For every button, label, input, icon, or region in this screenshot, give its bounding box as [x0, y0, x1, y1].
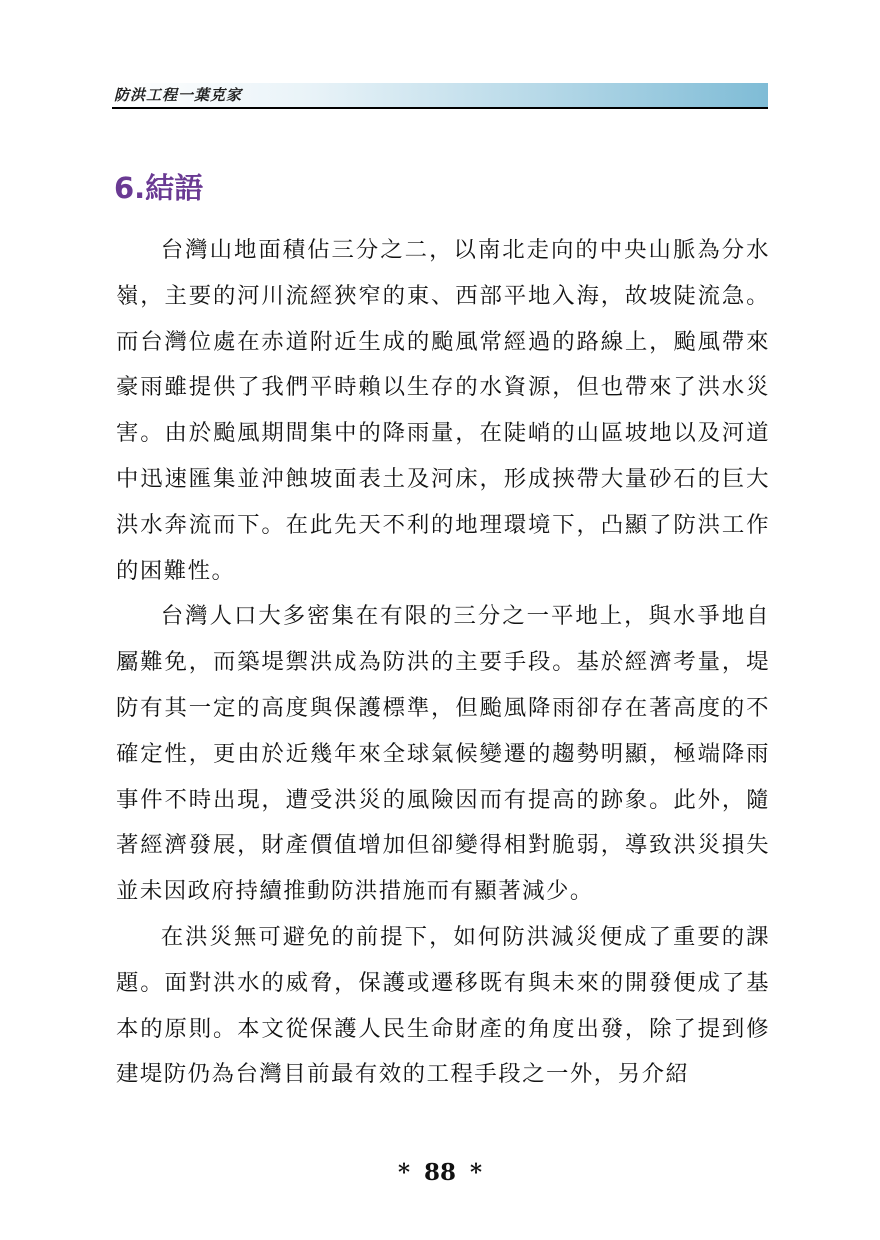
header-rule	[112, 107, 768, 109]
star-left-icon: *	[397, 1159, 410, 1186]
page-footer	[0, 1158, 880, 1188]
page-number: 88	[423, 1159, 456, 1186]
star-right-icon: *	[470, 1159, 483, 1186]
paragraph-2: 台灣人口大多密集在有限的三分之一平地上，與水爭地自屬難免，而築堤禦洪成為防洪的主要手段。基於經濟考量，堤防有其一定的高度與保護標準，但颱風降雨卻存在著高度的不確定性，更由於近幾年來全球氣候變遷的趨勢明顯，極端降雨事件不時出現，遭受洪災的風險因而有提高的跡象。此外，隨著經濟發展，財產價值增加但卻變得相對脆弱，導致洪災損失並未因政府持續推動防洪措施而有顯著減少。	[116, 603, 770, 905]
running-header-title: 防洪工程一葉克家	[114, 86, 243, 104]
section-heading: 6.結語	[114, 171, 204, 205]
body-text	[116, 228, 770, 1098]
paragraph-1: 台灣山地面積佔三分之二，以南北走向的中央山脈為分水嶺，主要的河川流經狹窄的東、西部平地入海，故坡陡流急。而台灣位處在赤道附近生成的颱風常經過的路線上，颱風帶來豪雨雖提供了我們平時賴以生存的水資源，但也帶來了洪水災害。由於颱風期間集中的降雨量，在陡峭的山區坡地以及河道中迅速匯集並沖蝕坡面表土及河床，形成挾帶大量砂石的巨大洪水奔流而下。在此先天不利的地理環境下，凸顯了防洪工作的困難性。	[116, 237, 770, 584]
paragraph-3: 在洪災無可避免的前提下，如何防洪減災便成了重要的課題。面對洪水的威脅，保護或遷移既有與未來的開發便成了基本的原則。本文從保護人民生命財產的角度出發，除了提到修建堤防仍為台灣目前最有效的工程手段之一外，另介紹	[116, 923, 770, 1088]
